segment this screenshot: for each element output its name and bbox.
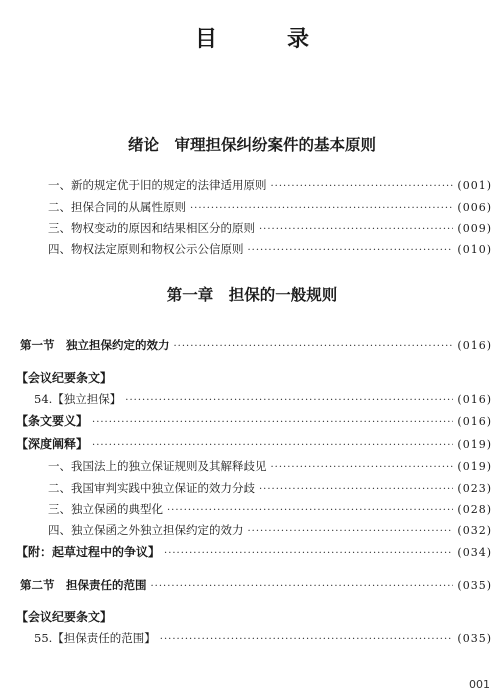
toc-page-number: (009) [457,222,492,235]
toc-page-number: (035) [457,632,492,645]
toc-page-number: (006) [457,201,492,214]
dot-leader [164,546,453,562]
toc-page-number: (034) [457,546,492,559]
toc-label: 【深度阐释】 [16,437,89,451]
toc-row[interactable] [48,177,492,195]
toc-label: 第一节 独立担保约定的效力 [20,338,170,352]
toc-row[interactable] [48,522,492,540]
dot-leader [271,179,454,195]
dot-leader [259,222,453,238]
toc-label: 二、我国审判实践中独立保证的效力分歧 [48,481,255,495]
toc-row[interactable] [48,199,492,217]
toc-page-number: (023) [457,482,492,495]
toc-label: 四、物权法定原则和物权公示公信原则 [48,242,244,256]
toc-page-number: (019) [457,438,492,451]
toc-label: 四、独立保函之外独立担保约定的效力 [48,523,244,537]
page-title: 目 录 [194,27,333,52]
dot-leader [190,201,453,217]
toc-row[interactable] [16,544,492,562]
toc-row-section[interactable] [20,577,492,595]
intro-heading: 绪论 审理担保纠纷案件的基本原则 [127,136,376,154]
toc-row[interactable] [48,458,492,476]
dot-leader [248,243,454,259]
dot-leader [92,415,453,431]
toc-label: 第二节 担保责任的范围 [20,578,147,592]
toc-row[interactable] [34,630,492,648]
toc-label: 一、新的规定优于旧的规定的法律适用原则 [48,178,267,192]
toc-page-number: (001) [457,179,492,192]
toc-page-number: (028) [457,503,492,516]
toc-page-number: (010) [457,243,492,256]
toc-label: 三、物权变动的原因和结果相区分的原则 [48,221,255,235]
dot-leader [92,438,453,454]
dot-leader [174,339,454,355]
toc-row[interactable] [34,391,492,409]
chapter-heading: 第一章 担保的一般规则 [166,286,338,304]
page-number-footer: 001 [469,678,490,691]
toc-label: 55.【担保责任的范围】 [34,631,156,645]
dot-leader [125,393,453,409]
dot-leader [248,524,454,540]
toc-row[interactable] [48,220,492,238]
dot-leader [151,579,454,595]
toc-label: 二、担保合同的从属性原则 [48,200,186,214]
toc-page-number: (032) [457,524,492,537]
toc-page-number: (016) [457,393,492,406]
dot-leader [160,632,454,648]
toc-label: 54.【独立担保】 [34,392,122,406]
toc-label: 三、独立保函的典型化 [48,502,163,516]
toc-label: 一、我国法上的独立保证规则及其解释歧见 [48,459,267,473]
toc-row[interactable] [48,501,492,519]
toc-row[interactable] [48,241,492,259]
toc-label: 【附：起草过程中的争议】 [16,545,161,559]
toc-label: 【条文要义】 [16,414,89,428]
dot-leader [259,482,453,498]
toc-row-section[interactable] [20,337,492,355]
dot-leader [271,460,454,476]
minutes-header: 【会议纪要条文】 [16,610,113,624]
minutes-header: 【会议纪要条文】 [16,371,113,385]
toc-row[interactable] [48,480,492,498]
toc-page-number: (035) [457,579,492,592]
toc-row[interactable] [16,413,492,431]
block-header [16,370,488,386]
toc-row[interactable] [16,436,492,454]
block-header [16,609,488,625]
dot-leader [167,503,453,519]
toc-page-number: (016) [457,415,492,428]
toc-page-number: (019) [457,460,492,473]
toc-page-number: (016) [457,339,492,352]
